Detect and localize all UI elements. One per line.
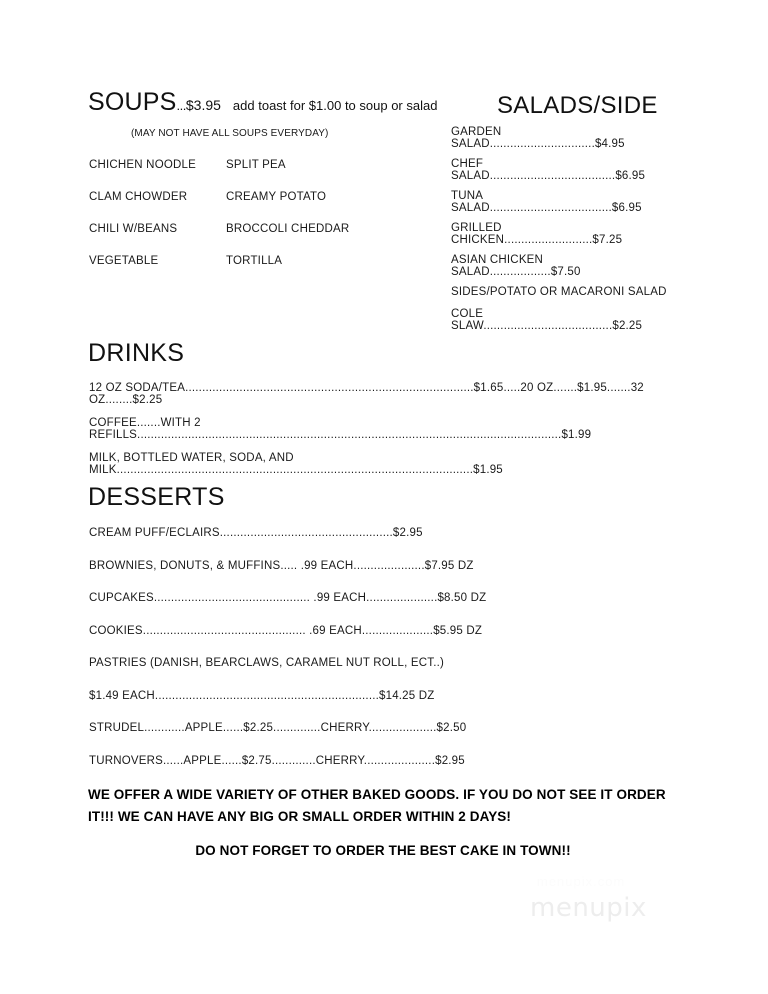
footer-cake-note: DO NOT FORGET TO ORDER THE BEST CAKE IN TOWN!! <box>195 843 571 858</box>
soups-title: SOUPS <box>88 88 177 116</box>
desserts-item-list <box>89 527 649 787</box>
drink-row: 12 OZ SODA/TEA.....................................................................................$1.65.....20 OZ.......$1.95.......32 OZ........$2.25 <box>89 382 644 406</box>
soup-item: CHILI W/BEANS <box>89 223 178 235</box>
watermark-ghost-text: menupix.com <box>537 874 626 889</box>
soup-row <box>89 191 439 223</box>
salad-row: ASIAN CHICKEN SALAD..................$7.50 <box>451 254 581 278</box>
soup-row <box>89 255 439 287</box>
salad-row: TUNA SALAD....................................$6.95 <box>451 190 642 214</box>
soup-item: TORTILLA <box>226 255 283 267</box>
soup-item: CLAM CHOWDER <box>89 191 188 203</box>
soup-item: VEGETABLE <box>89 255 159 267</box>
soups-price: $3.95 <box>185 97 221 113</box>
dessert-row: TURNOVERS......APPLE......$2.75.............CHERRY.....................$2.95 <box>89 754 465 767</box>
dessert-row: STRUDEL............APPLE......$2.25..............CHERRY....................$2.50 <box>89 722 467 734</box>
drink-row: MILK, BOTTLED WATER, SODA, AND MILK.........................................................................................................$1.95 <box>89 452 503 476</box>
drinks-item-list <box>89 382 674 487</box>
dessert-row: BROWNIES, DONUTS, & MUFFINS..... .99 EACH.....................$7.95 DZ <box>89 559 474 572</box>
salads-item-list <box>451 126 676 340</box>
salad-row: COLE SLAW......................................$2.25 <box>451 308 643 332</box>
dessert-row: CREAM PUFF/ECLAIRS...................................................$2.95 <box>89 527 423 539</box>
salad-row: GARDEN SALAD...............................$4.95 <box>451 126 625 150</box>
desserts-title: DESSERTS <box>88 483 225 511</box>
soups-availability-note: (MAY NOT HAVE ALL SOUPS EVERYDAY) <box>131 128 329 139</box>
soups-header <box>88 88 437 117</box>
salad-row: CHEF SALAD.....................................$6.95 <box>451 158 646 182</box>
soup-item: BROCCOLI CHEDDAR <box>226 223 350 235</box>
soup-row <box>89 159 439 191</box>
salad-row: GRILLED CHICKEN..........................$7.25 <box>451 222 623 246</box>
dessert-row: $1.49 EACH..................................................................$14.25 DZ <box>89 689 435 702</box>
soup-item: SPLIT PEA <box>226 159 286 171</box>
footer-baked-goods-note: WE OFFER A WIDE VARIETY OF OTHER BAKED GOODS. IF YOU DO NOT SEE IT ORDER IT!!! WE CAN HAVE ANY BIG OR SMALL ORDER WITHIN 2 DAYS! <box>88 787 666 824</box>
soups-toast-note: add toast for $1.00 to soup or salad <box>232 98 438 113</box>
soup-row <box>89 223 439 255</box>
dessert-row: PASTRIES (DANISH, BEARCLAWS, CARAMEL NUT ROLL, ECT..) <box>89 657 445 669</box>
soups-title-dots: ... <box>176 98 186 113</box>
salad-row: SIDES/POTATO OR MACARONI SALAD <box>451 286 667 298</box>
soup-item: CREAMY POTATO <box>226 191 327 203</box>
dessert-row: COOKIES................................................ .69 EACH.....................$5.95 DZ <box>89 624 483 637</box>
drink-row: COFFEE.......WITH 2 REFILLS.............................................................................................................................$1.99 <box>89 417 592 441</box>
salads-title: SALADS/SIDE <box>497 92 658 119</box>
drinks-title: DRINKS <box>88 339 185 367</box>
dessert-row: CUPCAKES.............................................. .99 EACH.....................$8.50 DZ <box>89 592 487 604</box>
soup-item: CHICHEN NOODLE <box>89 159 196 171</box>
soups-item-grid <box>89 159 439 287</box>
menupix-watermark: menupix <box>530 893 647 923</box>
